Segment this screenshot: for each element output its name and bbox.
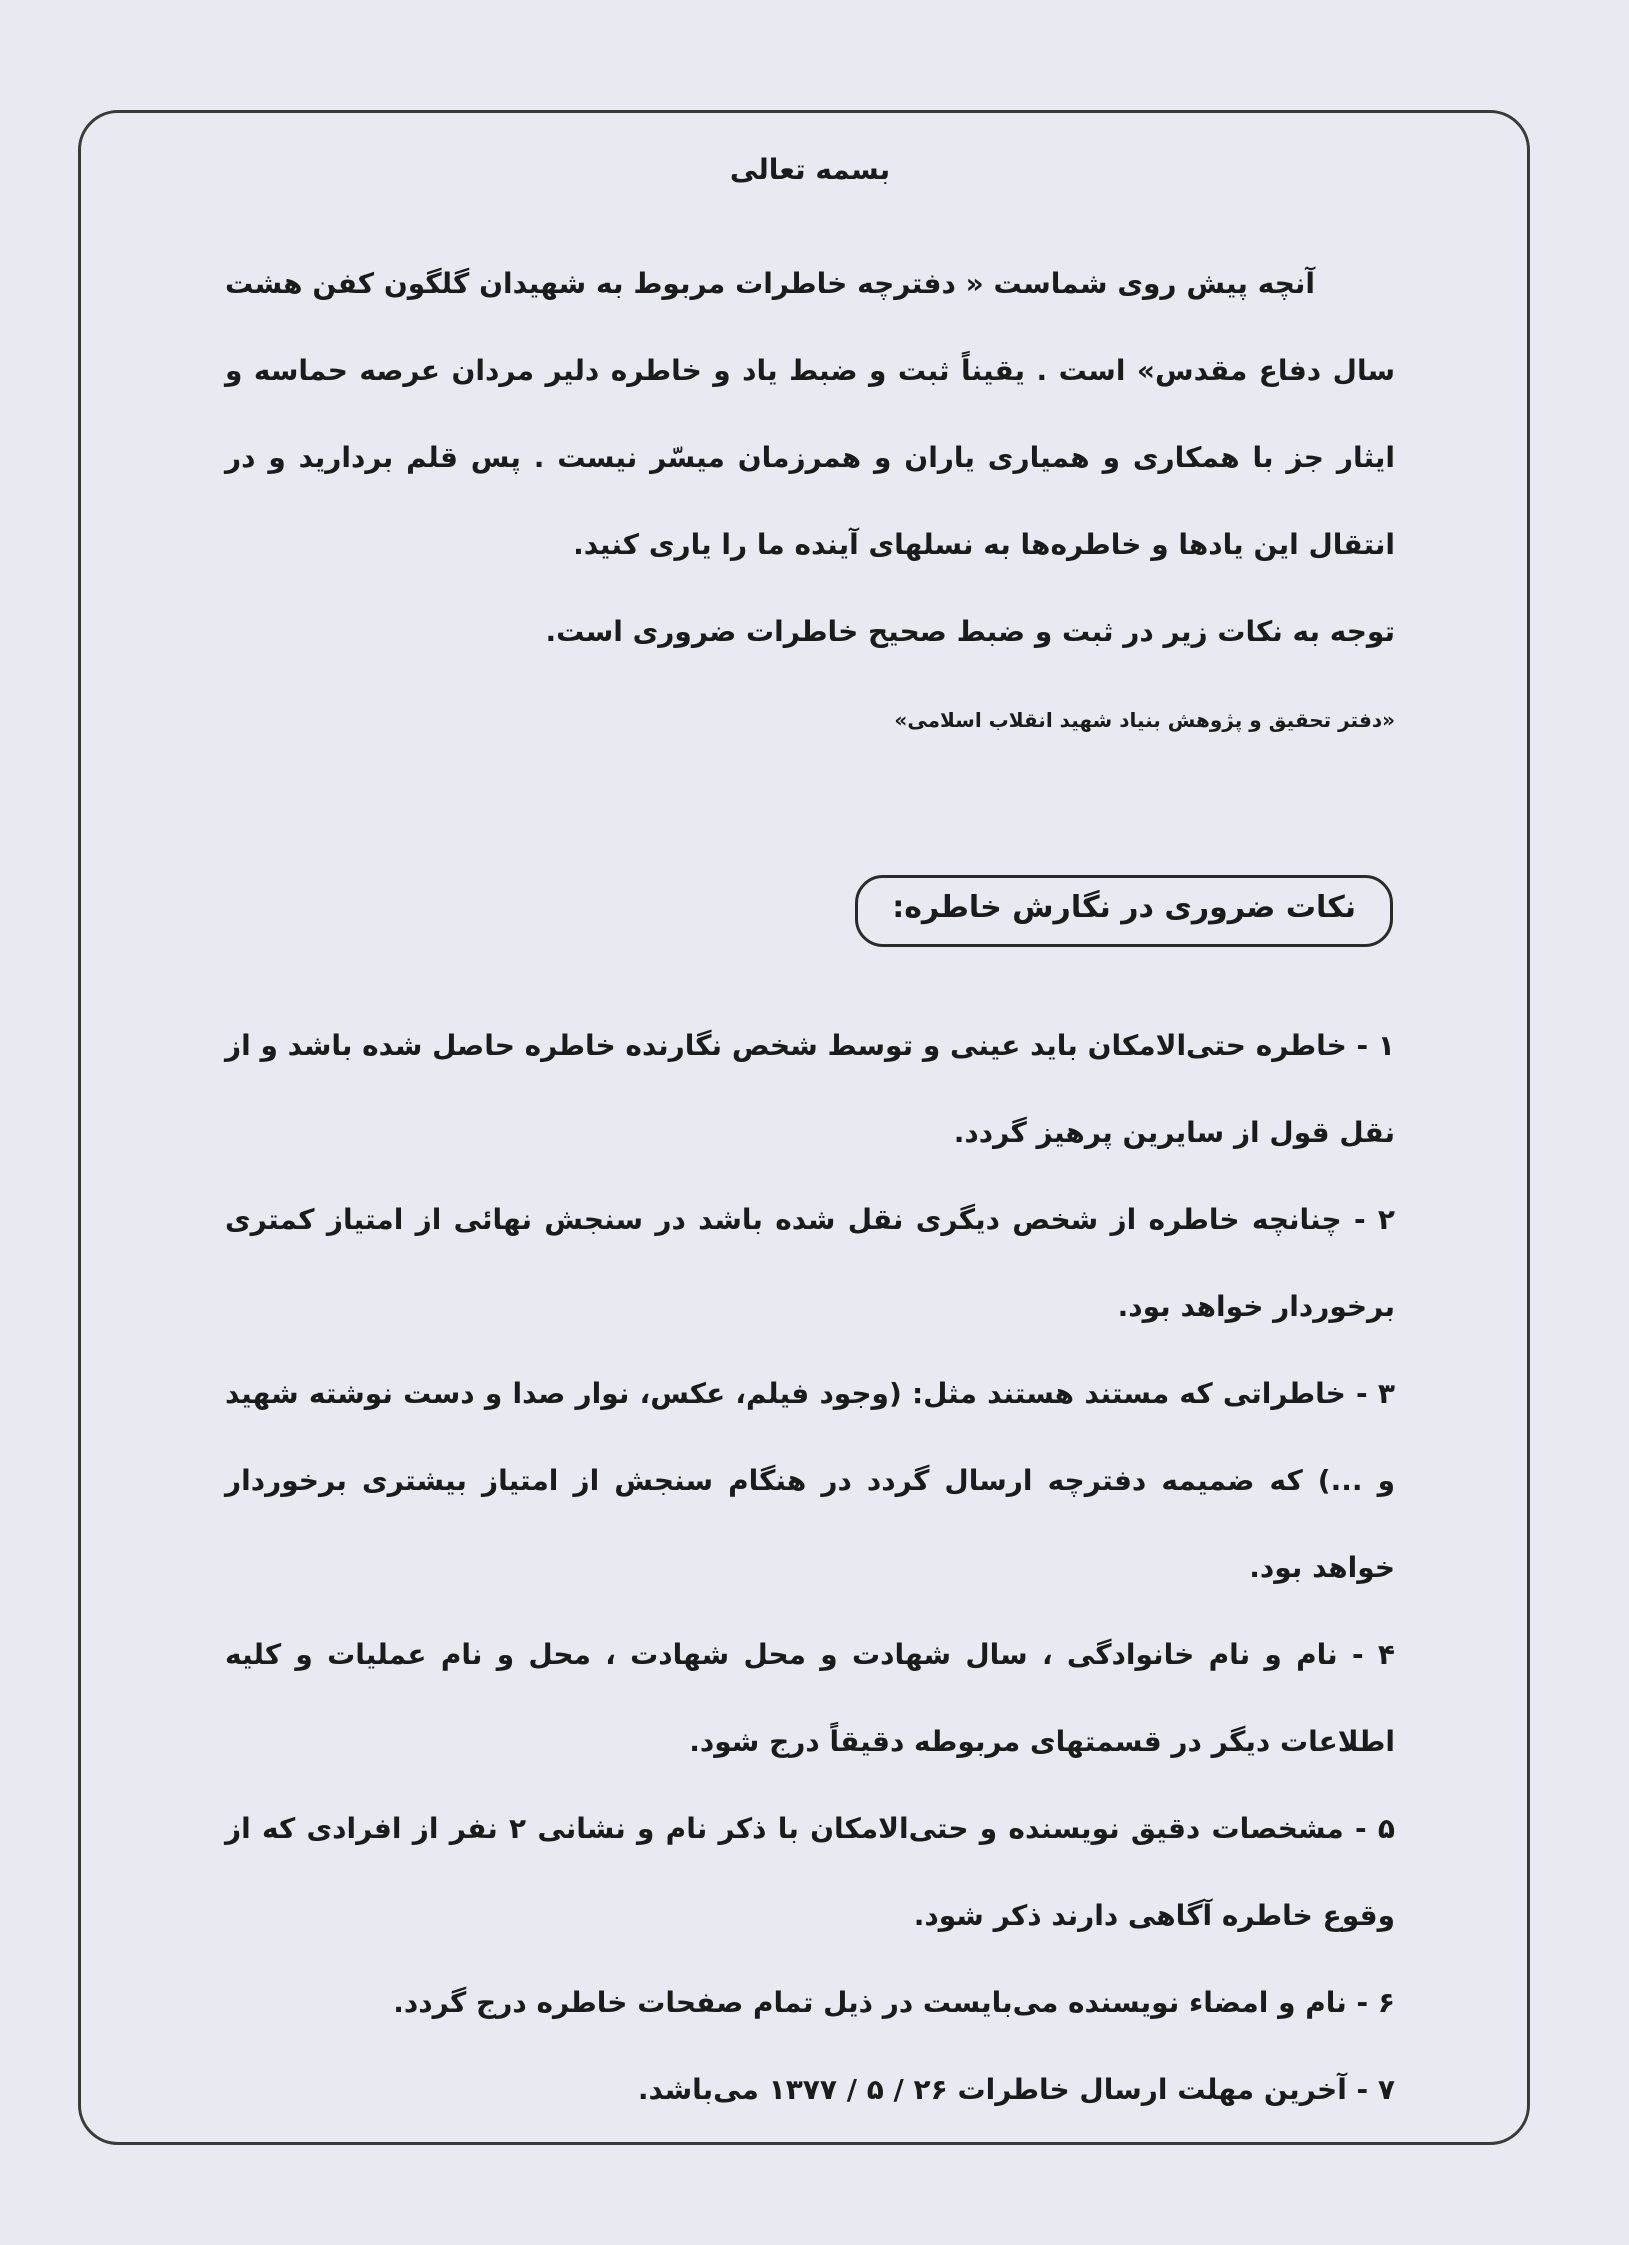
document-heading: بسمه تعالی bbox=[729, 153, 891, 186]
rule-item-6: ۶ - نام و امضاء نویسنده می‌بایست در ذیل تمام صفحات خاطره درج گردد. bbox=[393, 1986, 1395, 2019]
section-title-box: نکات ضروری در نگارش خاطره: bbox=[855, 875, 1393, 947]
rule-item-5: ۵ - مشخصات دقیق نویسنده و حتی‌الامکان با ذکر نام و نشانی ۲ نفر از افرادی که از وقوع خاطره آگاهی دارند ذکر شود. bbox=[225, 1812, 1396, 1932]
section-title-wrap bbox=[225, 875, 1395, 947]
rule-item-2: ۲ - چنانچه خاطره از شخص دیگری نقل شده باشد در سنجش نهائی از امتیاز کمتری برخوردار خواهد بود. bbox=[225, 1203, 1395, 1323]
intro-note: توجه به نکات زیر در ثبت و ضبط صحیح خاطرات ضروری است. bbox=[545, 615, 1395, 648]
intro-paragraph: آنچه پیش روی شماست « دفترچه خاطرات مربوط به شهیدان گلگون کفن هشت سال دفاع مقدس» است . یقیناً ثبت و ضبط یاد و خاطره دلیر مردان عرصه حماسه و ایثار جز با همکاری و همیاری یاران و همرزمان میسّر نیست . پس قلم بردارید و در انتقال این یادها و خاطره‌ها به نسلهای آینده ما را یاری کنید. bbox=[225, 267, 1395, 561]
rule-item-3: ۳ - خاطراتی که مستند هستند مثل: (وجود فیلم، عکس، نوار صدا و دست نوشته شهید و ...) که ضمیمه دفترچه ارسال گردد در هنگام سنجش از امتیاز بیشتری برخوردار خواهد بود. bbox=[225, 1377, 1395, 1584]
source-attribution: «دفتر تحقیق و پژوهش بنیاد شهید انقلاب اسلامی» bbox=[894, 708, 1395, 732]
rule-item-1: ۱ - خاطره حتی‌الامکان باید عینی و توسط شخص نگارنده خاطره حاصل شده باشد و از نقل قول از سایرین پرهیز گردد. bbox=[225, 1029, 1395, 1149]
rules-list bbox=[225, 1002, 1395, 2133]
document-content bbox=[225, 150, 1395, 2133]
rule-item-7: ۷ - آخرین مهلت ارسال خاطرات ۲۶ / ۵ / ۱۳۷۷ می‌باشد. bbox=[637, 2073, 1395, 2106]
rule-item-4: ۴ - نام و نام خانوادگی ، سال شهادت و محل شهادت ، محل و نام عملیات و کلیه اطلاعات دیگر در قسمتهای مربوطه دقیقاً درج شود. bbox=[225, 1638, 1395, 1758]
